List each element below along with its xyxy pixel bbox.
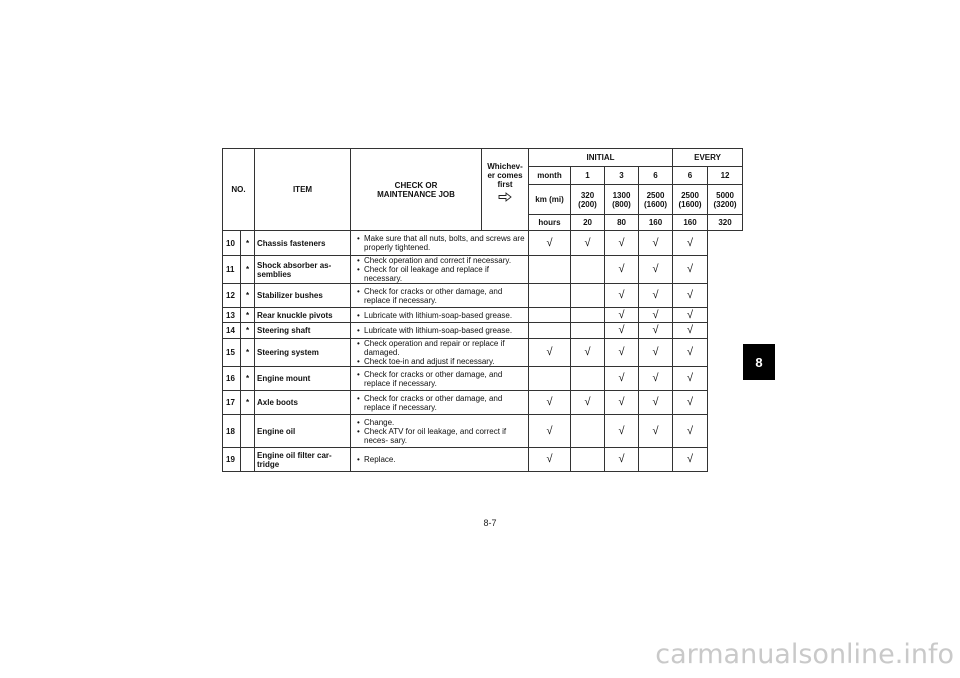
- row-tick: √: [673, 308, 708, 323]
- header-interval-label: month: [529, 167, 571, 185]
- row-tick: [571, 367, 605, 391]
- row-job-line: • Replace.: [355, 455, 526, 464]
- table-row: [223, 339, 743, 367]
- table-row: [223, 284, 743, 308]
- row-number: 19: [223, 448, 241, 472]
- row-tick: √: [605, 323, 639, 339]
- header-interval-value: 1: [571, 167, 605, 185]
- row-tick: √: [605, 415, 639, 448]
- row-tick: √: [673, 367, 708, 391]
- row-number: 12: [223, 284, 241, 308]
- row-star-mark: *: [241, 339, 255, 367]
- row-tick: √: [605, 256, 639, 284]
- table-row: [223, 231, 743, 256]
- row-number: 10: [223, 231, 241, 256]
- header-interval-value: 2500 (1600): [639, 185, 673, 215]
- row-tick: [639, 448, 673, 472]
- row-tick: √: [605, 284, 639, 308]
- row-tick: [529, 256, 571, 284]
- row-number: 16: [223, 367, 241, 391]
- chapter-tab: 8: [743, 344, 775, 380]
- row-tick: [571, 256, 605, 284]
- maintenance-table: [222, 148, 743, 472]
- row-tick: √: [639, 231, 673, 256]
- row-job-line: • Lubricate with lithium-soap-based grease.: [355, 311, 526, 320]
- row-job: [351, 339, 529, 367]
- row-job: [351, 308, 529, 323]
- row-tick: √: [529, 339, 571, 367]
- row-number: 15: [223, 339, 241, 367]
- table-row: [223, 448, 743, 472]
- row-job-line: • Check ATV for oil leakage, and correct if neces- sary.: [355, 427, 526, 445]
- row-tick: √: [529, 231, 571, 256]
- row-star-mark: *: [241, 284, 255, 308]
- watermark: carmanualsonline.info: [655, 639, 954, 670]
- row-job-line: • Check for cracks or other damage, and replace if necessary.: [355, 394, 526, 412]
- row-tick: √: [529, 415, 571, 448]
- table-body: [223, 231, 743, 472]
- row-job: [351, 284, 529, 308]
- row-tick: √: [673, 323, 708, 339]
- row-tick: √: [639, 391, 673, 415]
- table-header: [223, 149, 743, 231]
- table-row: [223, 323, 743, 339]
- row-tick: √: [639, 339, 673, 367]
- row-tick: √: [571, 391, 605, 415]
- row-number: 14: [223, 323, 241, 339]
- row-star-mark: *: [241, 231, 255, 256]
- row-number: 11: [223, 256, 241, 284]
- row-item: Engine oil: [255, 415, 351, 448]
- row-tick: [571, 415, 605, 448]
- row-item: Axle boots: [255, 391, 351, 415]
- row-item: Engine mount: [255, 367, 351, 391]
- row-star-mark: *: [241, 256, 255, 284]
- header-whichever-blank: [482, 215, 529, 231]
- row-tick: √: [529, 448, 571, 472]
- row-job-line: • Check toe-in and adjust if necessary.: [355, 357, 526, 366]
- row-tick: √: [673, 391, 708, 415]
- header-interval-value: 320: [708, 215, 743, 231]
- row-tick: √: [605, 367, 639, 391]
- row-star-mark: [241, 448, 255, 472]
- header-interval-value: 1300 (800): [605, 185, 639, 215]
- header-interval-value: 2500 (1600): [673, 185, 708, 215]
- row-job-line: • Make sure that all nuts, bolts, and screws are properly tightened.: [355, 234, 526, 252]
- row-star-mark: *: [241, 367, 255, 391]
- row-tick: √: [605, 231, 639, 256]
- header-job: CHECK OR MAINTENANCE JOB: [351, 149, 482, 231]
- row-number: 13: [223, 308, 241, 323]
- row-tick: √: [639, 256, 673, 284]
- row-star-mark: *: [241, 308, 255, 323]
- row-job-line: • Check for cracks or other damage, and replace if necessary.: [355, 287, 526, 305]
- row-item: Engine oil filter car- tridge: [255, 448, 351, 472]
- row-tick: √: [529, 391, 571, 415]
- row-tick: √: [639, 323, 673, 339]
- row-job: [351, 256, 529, 284]
- row-number: 17: [223, 391, 241, 415]
- row-job-line: • Check for oil leakage and replace if necessary.: [355, 265, 526, 283]
- table-row: [223, 415, 743, 448]
- table-row: [223, 256, 743, 284]
- row-tick: √: [605, 339, 639, 367]
- header-every: EVERY: [673, 149, 743, 167]
- header-whichever: Whichev- er comes first: [482, 149, 529, 215]
- table-row: [223, 308, 743, 323]
- row-tick: √: [639, 367, 673, 391]
- header-interval-label: km (mi): [529, 185, 571, 215]
- header-interval-value: 20: [571, 215, 605, 231]
- row-tick: [571, 284, 605, 308]
- header-interval-value: 160: [673, 215, 708, 231]
- row-item: Steering system: [255, 339, 351, 367]
- row-job-line: • Change.: [355, 418, 526, 427]
- row-number: 18: [223, 415, 241, 448]
- header-interval-label: hours: [529, 215, 571, 231]
- row-tick: √: [673, 256, 708, 284]
- header-interval-value: 12: [708, 167, 743, 185]
- row-job: [351, 231, 529, 256]
- header-interval-value: 320 (200): [571, 185, 605, 215]
- row-job: [351, 367, 529, 391]
- row-tick: √: [673, 339, 708, 367]
- row-tick: [529, 367, 571, 391]
- header-interval-value: 6: [673, 167, 708, 185]
- table-row: [223, 391, 743, 415]
- row-job-line: • Check operation and correct if necessary.: [355, 256, 526, 265]
- row-job: [351, 448, 529, 472]
- row-job: [351, 323, 529, 339]
- row-tick: [571, 448, 605, 472]
- header-interval-value: 80: [605, 215, 639, 231]
- row-tick: √: [673, 415, 708, 448]
- row-tick: [529, 284, 571, 308]
- row-tick: √: [571, 339, 605, 367]
- row-tick: √: [639, 284, 673, 308]
- row-tick: √: [605, 308, 639, 323]
- row-tick: √: [639, 415, 673, 448]
- row-tick: [571, 308, 605, 323]
- header-interval-value: 3: [605, 167, 639, 185]
- row-job: [351, 415, 529, 448]
- table-row: [223, 367, 743, 391]
- row-tick: [529, 323, 571, 339]
- row-job-line: • Check operation and repair or replace if damaged.: [355, 339, 526, 357]
- row-job: [351, 391, 529, 415]
- row-item: Steering shaft: [255, 323, 351, 339]
- row-tick: √: [673, 284, 708, 308]
- row-tick: √: [605, 448, 639, 472]
- row-job-line: • Lubricate with lithium-soap-based grease.: [355, 326, 526, 335]
- row-item: Stabilizer bushes: [255, 284, 351, 308]
- row-tick: [529, 308, 571, 323]
- row-star-mark: [241, 415, 255, 448]
- header-interval-value: 6: [639, 167, 673, 185]
- arrow-right-icon: [498, 192, 512, 202]
- row-item: Shock absorber as- semblies: [255, 256, 351, 284]
- row-tick: √: [605, 391, 639, 415]
- header-initial: INITIAL: [529, 149, 673, 167]
- row-tick: √: [571, 231, 605, 256]
- row-item: Rear knuckle pivots: [255, 308, 351, 323]
- row-tick: √: [639, 308, 673, 323]
- header-interval-value: 160: [639, 215, 673, 231]
- header-no: NO.: [223, 149, 255, 231]
- header-interval-value: 5000 (3200): [708, 185, 743, 215]
- page-number: 8-7: [483, 518, 497, 528]
- row-tick: √: [673, 448, 708, 472]
- row-tick: [571, 323, 605, 339]
- header-item: ITEM: [255, 149, 351, 231]
- row-tick: √: [673, 231, 708, 256]
- row-job-line: • Check for cracks or other damage, and replace if necessary.: [355, 370, 526, 388]
- row-item: Chassis fasteners: [255, 231, 351, 256]
- row-star-mark: *: [241, 323, 255, 339]
- row-star-mark: *: [241, 391, 255, 415]
